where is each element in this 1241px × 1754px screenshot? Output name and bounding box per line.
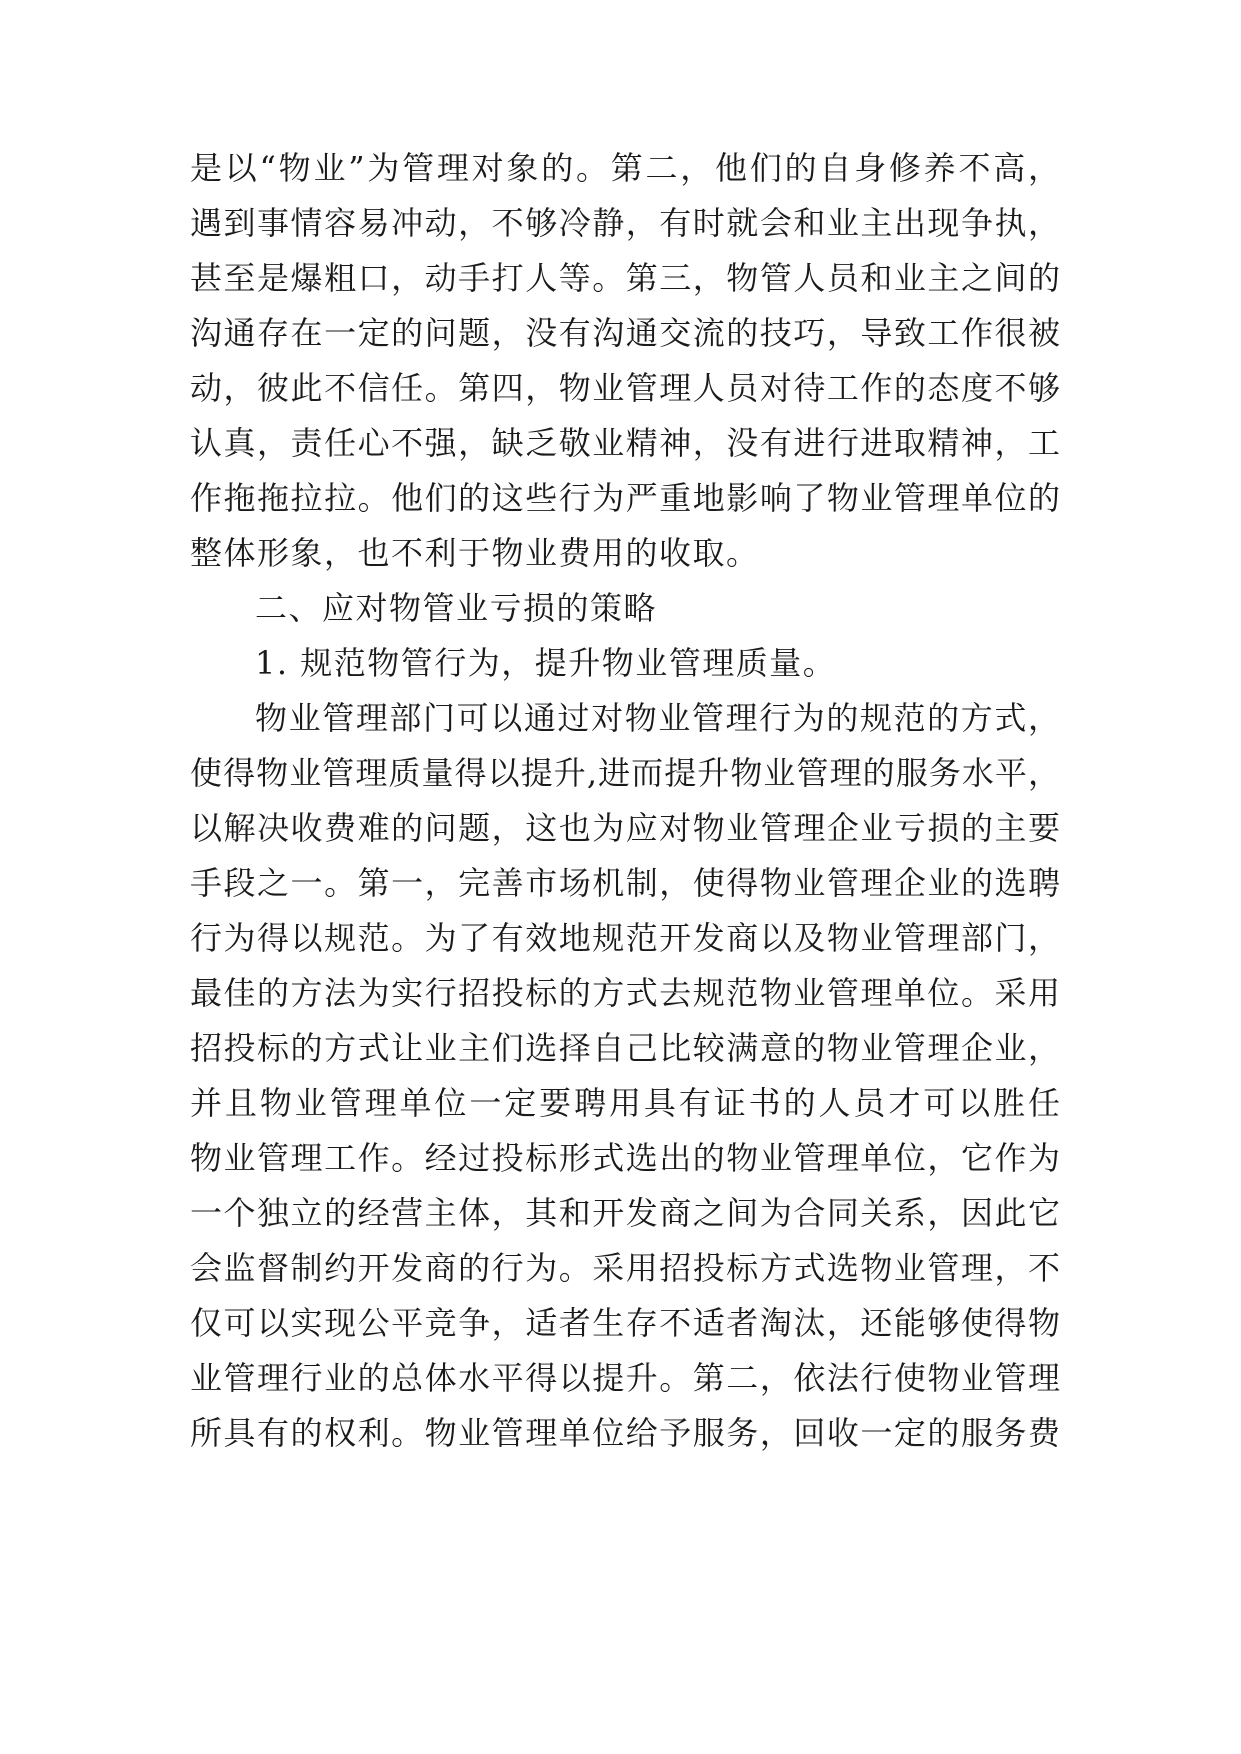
text-line: 物业管理工作。经过投标形式选出的物业管理单位，它作为 xyxy=(190,1139,1060,1177)
text-line: 行为得以规范。为了有效地规范开发商以及物业管理部门， xyxy=(190,919,1060,957)
text-line: 业管理行业的总体水平得以提升。第二，依法行使物业管理 xyxy=(190,1359,1060,1397)
text-line: 一个独立的经营主体，其和开发商之间为合同关系，因此它 xyxy=(190,1194,1060,1232)
text-line: 整体形象，也不利于物业费用的收取。 xyxy=(190,534,760,572)
text-line: 沟通存在一定的问题，没有沟通交流的技巧，导致工作很被 xyxy=(190,314,1060,352)
text-line: 并且物业管理单位一定要聘用具有证书的人员才可以胜任 xyxy=(190,1084,1060,1122)
text-line: 手段之一。第一，完善市场机制，使得物业管理企业的选聘 xyxy=(190,864,1060,902)
section-heading: 二、应对物管业亏损的策略 xyxy=(255,589,658,627)
text-line: 遇到事情容易冲动，不够冷静，有时就会和业主出现争执， xyxy=(190,204,1060,242)
text-line: 会监督制约开发商的行为。采用招投标方式选物业管理，不 xyxy=(190,1249,1060,1287)
subsection-heading: 1. 规范物管行为，提升物业管理质量。 xyxy=(255,644,837,682)
text-line: 作拖拖拉拉。他们的这些行为严重地影响了物业管理单位的 xyxy=(190,479,1060,517)
text-line: 使得物业管理质量得以提升,进而提升物业管理的服务水平， xyxy=(190,754,1060,792)
text-line: 甚至是爆粗口，动手打人等。第三，物管人员和业主之间的 xyxy=(190,259,1060,297)
text-line: 认真，责任心不强，缺乏敬业精神，没有进行进取精神，工 xyxy=(190,424,1060,462)
text-line: 所具有的权利。物业管理单位给予服务，回收一定的服务费 xyxy=(190,1414,1060,1452)
text-line: 最佳的方法为实行招投标的方式去规范物业管理单位。采用 xyxy=(190,974,1060,1012)
text-line: 以解决收费难的问题，这也为应对物业管理企业亏损的主要 xyxy=(190,809,1060,847)
text-line: 动，彼此不信任。第四，物业管理人员对待工作的态度不够 xyxy=(190,369,1060,407)
text-line: 仅可以实现公平竞争，适者生存不适者淘汰，还能够使得物 xyxy=(190,1304,1060,1342)
text-line: 物业管理部门可以通过对物业管理行为的规范的方式， xyxy=(255,699,1060,737)
text-line: 招投标的方式让业主们选择自己比较满意的物业管理企业， xyxy=(190,1029,1060,1067)
text-line: 是以“物业”为管理对象的。第二，他们的自身修养不高， xyxy=(190,149,1060,187)
